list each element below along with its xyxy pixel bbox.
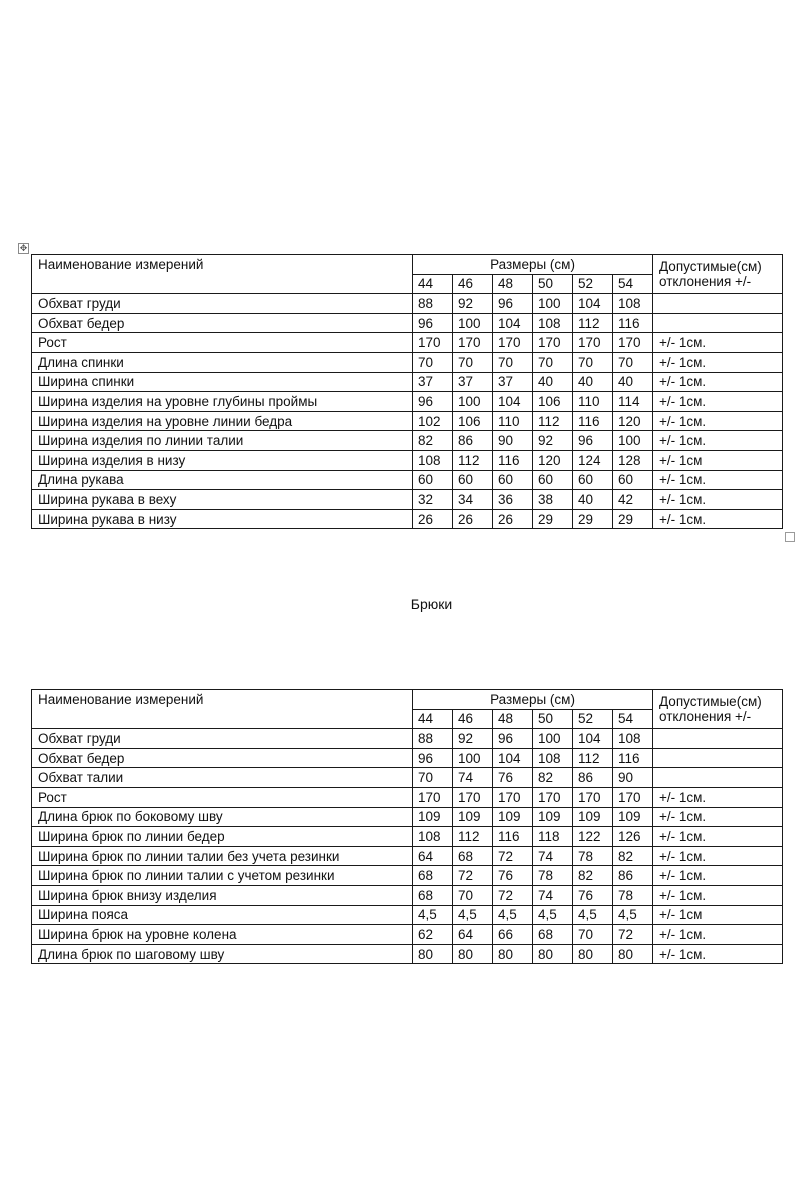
top-name-header: Наименование измерений	[32, 255, 413, 294]
size-header-cell: 52	[573, 274, 613, 294]
top-tolerance-header-line2: отклонения +/-	[653, 274, 783, 294]
measurement-value: 109	[573, 807, 613, 827]
measurement-value: 90	[493, 431, 533, 451]
table-row	[32, 352, 783, 372]
measurement-value: 74	[453, 768, 493, 788]
measurement-value: 112	[573, 313, 613, 333]
measurement-value: 108	[613, 729, 653, 749]
table-row	[32, 729, 783, 749]
tolerance-value: +/- 1см.	[653, 925, 783, 945]
measurement-name: Обхват бедер	[32, 313, 413, 333]
measurement-value: 100	[453, 313, 493, 333]
measurement-name: Ширина рукава в веху	[32, 490, 413, 510]
measurement-value: 170	[413, 787, 453, 807]
measurement-name: Рост	[32, 787, 413, 807]
bottom-name-header: Наименование измерений	[32, 690, 413, 729]
measurement-value: 40	[533, 372, 573, 392]
tolerance-value	[653, 294, 783, 314]
table-row	[32, 313, 783, 333]
size-header-cell: 46	[453, 274, 493, 294]
measurement-value: 78	[613, 885, 653, 905]
measurement-value: 96	[493, 294, 533, 314]
measurement-name: Ширина брюк по линии талии без учета резинки	[32, 846, 413, 866]
measurement-value: 86	[573, 768, 613, 788]
measurement-value: 108	[533, 313, 573, 333]
tolerance-value: +/- 1см.	[653, 787, 783, 807]
measurement-value: 40	[573, 372, 613, 392]
measurement-name: Длина брюк по шаговому шву	[32, 944, 413, 964]
measurement-value: 109	[533, 807, 573, 827]
measurement-value: 108	[413, 450, 453, 470]
measurement-value: 108	[613, 294, 653, 314]
measurement-name: Ширина изделия в низу	[32, 450, 413, 470]
measurement-value: 90	[613, 768, 653, 788]
top-sizes-header: Размеры (см)	[413, 255, 653, 275]
measurement-value: 128	[613, 450, 653, 470]
measurement-value: 80	[573, 944, 613, 964]
measurement-value: 64	[453, 925, 493, 945]
measurement-value: 108	[413, 827, 453, 847]
measurement-value: 32	[413, 490, 453, 510]
measurement-name: Ширина пояса	[32, 905, 413, 925]
measurement-value: 82	[573, 866, 613, 886]
measurement-value: 70	[413, 352, 453, 372]
measurement-name: Обхват груди	[32, 729, 413, 749]
measurement-value: 80	[533, 944, 573, 964]
measurement-value: 80	[453, 944, 493, 964]
measurement-value: 118	[533, 827, 573, 847]
measurement-value: 100	[453, 748, 493, 768]
measurement-value: 72	[453, 866, 493, 886]
table-row	[32, 807, 783, 827]
tolerance-value: +/- 1см.	[653, 431, 783, 451]
measurement-value: 72	[613, 925, 653, 945]
measurement-value: 124	[573, 450, 613, 470]
measurement-value: 170	[573, 787, 613, 807]
table-row	[32, 866, 783, 886]
tolerance-value	[653, 729, 783, 749]
measurement-value: 120	[613, 411, 653, 431]
measurement-value: 70	[573, 352, 613, 372]
measurement-value: 36	[493, 490, 533, 510]
measurement-value: 109	[413, 807, 453, 827]
tolerance-value: +/- 1см.	[653, 866, 783, 886]
measurement-value: 170	[453, 333, 493, 353]
measurement-value: 34	[453, 490, 493, 510]
measurement-value: 70	[573, 925, 613, 945]
measurement-value: 92	[533, 431, 573, 451]
tolerance-value: +/- 1см.	[653, 827, 783, 847]
measurement-value: 60	[493, 470, 533, 490]
measurement-value: 82	[613, 846, 653, 866]
measurement-value: 96	[413, 313, 453, 333]
measurement-value: 68	[533, 925, 573, 945]
measurement-value: 70	[413, 768, 453, 788]
table-row	[32, 846, 783, 866]
measurement-value: 106	[453, 411, 493, 431]
measurement-value: 88	[413, 729, 453, 749]
tolerance-value: +/- 1см.	[653, 885, 783, 905]
measurement-value: 96	[413, 748, 453, 768]
table-row	[32, 490, 783, 510]
measurement-value: 26	[493, 509, 533, 529]
measurement-value: 170	[453, 787, 493, 807]
measurement-name: Ширина рукава в низу	[32, 509, 413, 529]
measurement-value: 100	[453, 392, 493, 412]
tolerance-value: +/- 1см.	[653, 807, 783, 827]
measurement-name: Ширина брюк на уровне колена	[32, 925, 413, 945]
measurement-value: 4,5	[533, 905, 573, 925]
measurement-value: 38	[533, 490, 573, 510]
table-row	[32, 787, 783, 807]
measurement-value: 100	[533, 294, 573, 314]
measurement-value: 37	[453, 372, 493, 392]
table-row	[32, 827, 783, 847]
tolerance-value: +/- 1см	[653, 905, 783, 925]
tolerance-value: +/- 1см.	[653, 846, 783, 866]
top-tolerance-header-line1: Допустимые(см)	[653, 255, 783, 275]
measurement-value: 112	[453, 827, 493, 847]
measurement-value: 40	[573, 490, 613, 510]
measurement-value: 112	[573, 748, 613, 768]
measurement-value: 64	[413, 846, 453, 866]
measurement-value: 4,5	[413, 905, 453, 925]
tolerance-value: +/- 1см.	[653, 470, 783, 490]
measurement-name: Ширина спинки	[32, 372, 413, 392]
measurement-value: 110	[493, 411, 533, 431]
tolerance-value	[653, 748, 783, 768]
bottom-size-table	[31, 689, 783, 964]
measurement-value: 170	[613, 333, 653, 353]
measurement-value: 4,5	[613, 905, 653, 925]
tolerance-value: +/- 1см.	[653, 490, 783, 510]
table-move-handle-icon[interactable]: ✥	[19, 243, 28, 253]
measurement-name: Ширина изделия на уровне глубины проймы	[32, 392, 413, 412]
top-table-header	[32, 255, 783, 294]
measurement-value: 109	[493, 807, 533, 827]
size-header-cell: 48	[493, 709, 533, 729]
measurement-value: 104	[493, 748, 533, 768]
measurement-value: 86	[613, 866, 653, 886]
table-row	[32, 768, 783, 788]
tolerance-value: +/- 1см.	[653, 411, 783, 431]
top-table-body	[32, 294, 783, 529]
size-header-cell: 44	[413, 709, 453, 729]
measurement-value: 37	[413, 372, 453, 392]
bottom-tolerance-header-line2: отклонения +/-	[653, 709, 783, 729]
measurement-value: 112	[533, 411, 573, 431]
measurement-value: 78	[573, 846, 613, 866]
measurement-value: 116	[613, 313, 653, 333]
measurement-value: 116	[493, 450, 533, 470]
measurement-name: Ширина изделия на уровне линии бедра	[32, 411, 413, 431]
measurement-name: Длина рукава	[32, 470, 413, 490]
measurement-value: 170	[533, 333, 573, 353]
table-row	[32, 509, 783, 529]
tolerance-value: +/- 1см.	[653, 392, 783, 412]
measurement-value: 70	[613, 352, 653, 372]
table-row	[32, 925, 783, 945]
measurement-name: Обхват талии	[32, 768, 413, 788]
measurement-value: 170	[493, 333, 533, 353]
measurement-name: Ширина брюк по линии бедер	[32, 827, 413, 847]
table-row	[32, 294, 783, 314]
measurement-value: 68	[413, 885, 453, 905]
measurement-value: 170	[573, 333, 613, 353]
measurement-value: 114	[613, 392, 653, 412]
measurement-value: 120	[533, 450, 573, 470]
size-header-cell: 54	[613, 274, 653, 294]
tolerance-value: +/- 1см.	[653, 333, 783, 353]
table-row	[32, 748, 783, 768]
measurement-value: 76	[493, 866, 533, 886]
table-row	[32, 333, 783, 353]
measurement-name: Ширина брюк внизу изделия	[32, 885, 413, 905]
measurement-value: 40	[613, 372, 653, 392]
measurement-value: 104	[493, 313, 533, 333]
measurement-value: 66	[493, 925, 533, 945]
measurement-value: 92	[453, 729, 493, 749]
measurement-value: 170	[413, 333, 453, 353]
measurement-value: 60	[613, 470, 653, 490]
size-header-cell: 50	[533, 274, 573, 294]
bottom-sizes-header: Размеры (см)	[413, 690, 653, 710]
size-header-cell: 48	[493, 274, 533, 294]
measurement-value: 80	[413, 944, 453, 964]
measurement-value: 68	[413, 866, 453, 886]
tolerance-value	[653, 768, 783, 788]
measurement-value: 70	[493, 352, 533, 372]
measurement-value: 80	[613, 944, 653, 964]
measurement-value: 72	[493, 885, 533, 905]
measurement-value: 60	[533, 470, 573, 490]
bottom-tolerance-header-line1: Допустимые(см)	[653, 690, 783, 710]
measurement-value: 92	[453, 294, 493, 314]
bottom-header-row-1	[32, 690, 783, 710]
measurement-value: 88	[413, 294, 453, 314]
measurement-value: 80	[493, 944, 533, 964]
measurement-value: 72	[493, 846, 533, 866]
measurement-value: 29	[573, 509, 613, 529]
measurement-value: 122	[573, 827, 613, 847]
measurement-value: 4,5	[573, 905, 613, 925]
measurement-name: Обхват груди	[32, 294, 413, 314]
measurement-value: 76	[573, 885, 613, 905]
table-row	[32, 885, 783, 905]
measurement-value: 104	[573, 294, 613, 314]
measurement-value: 116	[613, 748, 653, 768]
measurement-value: 170	[533, 787, 573, 807]
size-header-cell: 46	[453, 709, 493, 729]
measurement-value: 68	[453, 846, 493, 866]
measurement-value: 29	[533, 509, 573, 529]
measurement-value: 60	[413, 470, 453, 490]
measurement-value: 109	[453, 807, 493, 827]
measurement-value: 82	[413, 431, 453, 451]
tolerance-value	[653, 313, 783, 333]
measurement-value: 29	[613, 509, 653, 529]
measurement-value: 102	[413, 411, 453, 431]
tolerance-value: +/- 1см.	[653, 372, 783, 392]
measurement-value: 170	[493, 787, 533, 807]
measurement-name: Ширина изделия по линии талии	[32, 431, 413, 451]
measurement-value: 26	[453, 509, 493, 529]
size-header-cell: 44	[413, 274, 453, 294]
table-row	[32, 470, 783, 490]
tolerance-value: +/- 1см.	[653, 509, 783, 529]
tolerance-value: +/- 1см	[653, 450, 783, 470]
measurement-value: 70	[453, 352, 493, 372]
measurement-value: 104	[493, 392, 533, 412]
measurement-name: Обхват бедер	[32, 748, 413, 768]
bottom-table-body	[32, 729, 783, 964]
measurement-value: 70	[453, 885, 493, 905]
bottom-table-header	[32, 690, 783, 729]
measurement-value: 112	[453, 450, 493, 470]
measurement-value: 74	[533, 846, 573, 866]
table-resize-handle-icon[interactable]	[785, 532, 795, 542]
measurement-name: Длина спинки	[32, 352, 413, 372]
measurement-name: Рост	[32, 333, 413, 353]
measurement-value: 116	[573, 411, 613, 431]
measurement-value: 96	[573, 431, 613, 451]
tolerance-value: +/- 1см.	[653, 944, 783, 964]
size-header-cell: 54	[613, 709, 653, 729]
measurement-value: 42	[613, 490, 653, 510]
measurement-value: 76	[493, 768, 533, 788]
measurement-value: 82	[533, 768, 573, 788]
measurement-value: 78	[533, 866, 573, 886]
measurement-value: 96	[413, 392, 453, 412]
top-size-table	[31, 254, 783, 529]
measurement-value: 62	[413, 925, 453, 945]
measurement-value: 74	[533, 885, 573, 905]
measurement-value: 100	[613, 431, 653, 451]
measurement-value: 70	[533, 352, 573, 372]
measurement-value: 60	[573, 470, 613, 490]
table-row	[32, 905, 783, 925]
table-row	[32, 411, 783, 431]
measurement-value: 126	[613, 827, 653, 847]
measurement-value: 109	[613, 807, 653, 827]
tolerance-value: +/- 1см.	[653, 352, 783, 372]
table-row	[32, 392, 783, 412]
measurement-value: 116	[493, 827, 533, 847]
size-header-cell: 50	[533, 709, 573, 729]
measurement-value: 86	[453, 431, 493, 451]
size-header-cell: 52	[573, 709, 613, 729]
section-title-trousers: Брюки	[410, 596, 453, 612]
measurement-value: 170	[613, 787, 653, 807]
table-row	[32, 450, 783, 470]
table-row	[32, 431, 783, 451]
top-header-row-1	[32, 255, 783, 275]
measurement-value: 96	[493, 729, 533, 749]
measurement-value: 100	[533, 729, 573, 749]
measurement-value: 104	[573, 729, 613, 749]
measurement-value: 4,5	[453, 905, 493, 925]
measurement-value: 37	[493, 372, 533, 392]
measurement-value: 60	[453, 470, 493, 490]
measurement-name: Длина брюк по боковому шву	[32, 807, 413, 827]
measurement-value: 4,5	[493, 905, 533, 925]
measurement-value: 26	[413, 509, 453, 529]
table-row	[32, 944, 783, 964]
measurement-value: 108	[533, 748, 573, 768]
table-row	[32, 372, 783, 392]
measurement-name: Ширина брюк по линии талии с учетом резинки	[32, 866, 413, 886]
measurement-value: 106	[533, 392, 573, 412]
measurement-value: 110	[573, 392, 613, 412]
